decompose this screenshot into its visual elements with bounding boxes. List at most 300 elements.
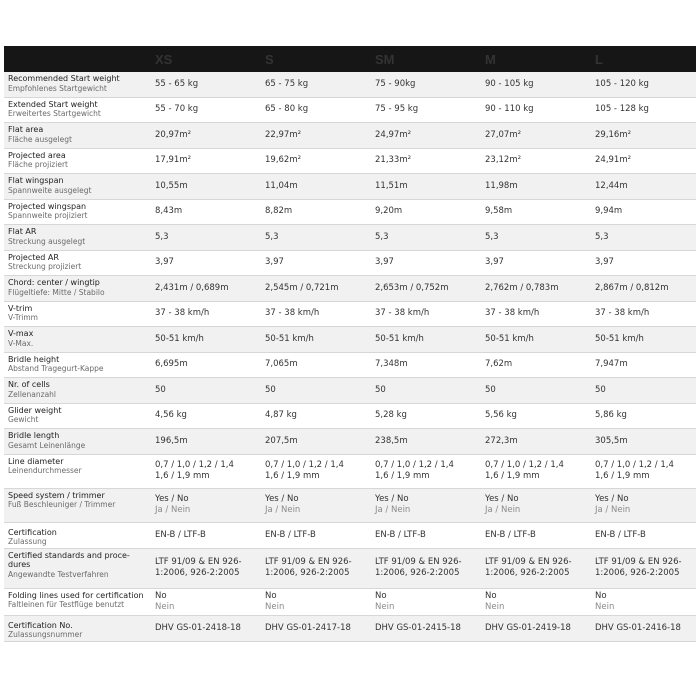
- row-label-de: Abstand Tragegurt-Kappe: [8, 364, 104, 373]
- row-label-en: Projected AR: [8, 252, 59, 262]
- cell-value: 105 - 120 kg: [595, 78, 649, 89]
- table-cell: [146, 327, 256, 352]
- table-row: [4, 378, 696, 404]
- table-cell: [586, 225, 696, 250]
- row-label: [4, 353, 146, 378]
- cell-value: 5,86 kg: [595, 410, 627, 421]
- cell-value: 207,5m: [265, 435, 298, 446]
- table-cell: [476, 489, 586, 522]
- cell-value-line2: 1,6 / 1,9 mm: [375, 471, 430, 481]
- row-label-en: Flat wingspan: [8, 176, 64, 185]
- cell-value: DHV GS-01-2419-18: [485, 622, 571, 633]
- table-cell: [476, 225, 586, 250]
- cell-value: DHV GS-01-2418-18: [155, 622, 241, 633]
- row-label-de: Faltleinen für Testflüge benutzt: [8, 600, 125, 609]
- table-cell: [146, 174, 256, 199]
- table-cell: [146, 549, 256, 588]
- cell-value: 50-51 km/h: [595, 333, 644, 344]
- table-cell: [146, 616, 256, 641]
- cell-value: 9,20m: [375, 206, 403, 217]
- row-label-de: Angewandte Testverfahren: [8, 569, 109, 579]
- cell-value: 4,87 kg: [265, 410, 297, 421]
- table-cell: [256, 429, 366, 454]
- table-cell: [256, 327, 366, 352]
- cell-value: 55 - 70 kg: [155, 104, 199, 115]
- cell-value: Yes / No: [595, 494, 629, 504]
- cell-value-line2: Nein: [155, 601, 175, 612]
- table-cell: [256, 276, 366, 301]
- cell-value: 50-51 km/h: [375, 333, 424, 344]
- table-cell: [256, 251, 366, 276]
- table-cell: [476, 72, 586, 97]
- cell-value: 50: [595, 384, 606, 395]
- table-cell: [256, 589, 366, 615]
- cell-value: 0,7 / 1,0 / 1,2 / 1,4: [155, 460, 234, 470]
- row-label-de: Leinendurchmesser: [8, 466, 82, 475]
- table-row: [4, 276, 696, 302]
- cell-value: 27,07m²: [485, 129, 522, 140]
- row-label: [4, 429, 146, 454]
- table-row: [4, 327, 696, 353]
- cell-value: 5,3: [595, 231, 609, 242]
- cell-value: 5,28 kg: [375, 410, 407, 421]
- table-row: [4, 429, 696, 455]
- row-label: [4, 174, 146, 199]
- cell-value: 5,56 kg: [485, 410, 517, 421]
- table-cell: [586, 353, 696, 378]
- row-label: [4, 149, 146, 174]
- table-cell: [256, 302, 366, 327]
- row-label: [4, 302, 146, 327]
- cell-value: 12,44m: [595, 180, 628, 191]
- row-label: [4, 455, 146, 488]
- row-label-en-cont: dures: [8, 560, 31, 569]
- cell-value: 305,5m: [595, 435, 628, 446]
- table-cell: [586, 276, 696, 301]
- table-cell: [146, 98, 256, 123]
- cell-value: 24,91m²: [595, 155, 632, 166]
- table-cell: [476, 251, 586, 276]
- cell-value: 5,3: [375, 231, 389, 242]
- table-cell: [366, 149, 476, 174]
- size-m: M: [485, 51, 496, 67]
- table-row: [4, 616, 696, 642]
- table-cell: [146, 353, 256, 378]
- cell-value: 2,762m / 0,783m: [485, 282, 559, 293]
- cell-value: DHV GS-01-2415-18: [375, 622, 461, 633]
- cell-value: 37 - 38 km/h: [485, 308, 540, 319]
- row-label-en: Projected area: [8, 150, 66, 160]
- row-label-de: Gewicht: [8, 415, 39, 424]
- table-cell: [256, 378, 366, 403]
- cell-value: 3,97: [595, 257, 614, 268]
- table-cell: [366, 489, 476, 522]
- row-label: [4, 225, 146, 250]
- table-cell: [256, 404, 366, 429]
- cell-value: 11,04m: [265, 180, 298, 191]
- cell-value-line2: 1:2006, 926-2:2005: [485, 568, 570, 578]
- cell-value-line2: 1,6 / 1,9 mm: [595, 471, 650, 481]
- table-cell: [586, 251, 696, 276]
- cell-value: LTF 91/09 & EN 926-: [375, 557, 462, 567]
- cell-value: Yes / No: [375, 494, 409, 504]
- table-cell: [146, 251, 256, 276]
- cell-value: 37 - 38 km/h: [375, 308, 430, 319]
- table-cell: [366, 72, 476, 97]
- table-cell: [476, 276, 586, 301]
- table-cell: [366, 616, 476, 641]
- row-label-de: Fuß Beschleuniger / Trimmer: [8, 500, 116, 509]
- table-cell: [476, 589, 586, 615]
- row-label-de: Zulassungsnummer: [8, 630, 83, 639]
- table-cell: [366, 276, 476, 301]
- cell-value: EN-B / LTF-B: [595, 529, 646, 540]
- table-cell: [146, 149, 256, 174]
- row-label: [4, 616, 146, 641]
- table-cell: [256, 72, 366, 97]
- table-cell: [586, 429, 696, 454]
- table-cell: [586, 200, 696, 225]
- cell-value: 65 - 80 kg: [265, 104, 309, 115]
- cell-value-line2: Nein: [485, 601, 505, 612]
- cell-value-line2: 1:2006, 926-2:2005: [265, 568, 350, 578]
- row-label-de: Fläche ausgelegt: [8, 134, 72, 144]
- cell-value: No: [485, 590, 497, 601]
- table-row: [4, 251, 696, 277]
- cell-value: 2,545m / 0,721m: [265, 282, 339, 293]
- spec-table: [4, 46, 696, 642]
- cell-value: 3,97: [155, 257, 174, 268]
- table-cell: [146, 523, 256, 548]
- row-label-en: Folding lines used for certification: [8, 590, 144, 600]
- table-row: [4, 404, 696, 430]
- table-cell: [586, 589, 696, 615]
- row-label-en: Certification No.: [8, 620, 73, 630]
- row-label: [4, 98, 146, 123]
- table-cell: [586, 455, 696, 488]
- row-label-de: Zellenanzahl: [8, 389, 57, 399]
- cell-value: No: [595, 590, 607, 601]
- row-label-en: Certification: [8, 527, 57, 537]
- cell-value: 21,33m²: [375, 155, 412, 166]
- table-row: [4, 123, 696, 149]
- row-label-en: V-max: [8, 329, 34, 338]
- table-body: [4, 72, 696, 642]
- cell-value: 3,97: [485, 257, 504, 268]
- cell-value: 29,16m²: [595, 129, 632, 140]
- table-cell: [366, 200, 476, 225]
- row-label-de: Spannweite ausgelegt: [8, 185, 92, 195]
- table-cell: [366, 327, 476, 352]
- cell-value: 75 - 95 kg: [375, 104, 419, 115]
- cell-value: 2,431m / 0,689m: [155, 282, 229, 293]
- cell-value: 24,97m²: [375, 129, 412, 140]
- table-cell: [256, 174, 366, 199]
- row-label: [4, 123, 146, 148]
- cell-value: 37 - 38 km/h: [595, 308, 650, 319]
- cell-value: 5,3: [485, 231, 499, 242]
- cell-value: Yes / No: [265, 494, 299, 504]
- table-cell: [476, 302, 586, 327]
- size-l: L: [595, 51, 603, 67]
- table-cell: [586, 327, 696, 352]
- table-cell: [586, 123, 696, 148]
- table-row: [4, 200, 696, 226]
- table-cell: [366, 225, 476, 250]
- table-cell: [476, 174, 586, 199]
- cell-value: 50-51 km/h: [265, 333, 314, 344]
- table-row: [4, 98, 696, 124]
- row-label: [4, 549, 146, 588]
- table-cell: [366, 302, 476, 327]
- size-s: S: [265, 51, 274, 67]
- table-cell: [256, 149, 366, 174]
- table-cell: [586, 98, 696, 123]
- cell-value: 0,7 / 1,0 / 1,2 / 1,4: [265, 460, 344, 470]
- table-cell: [586, 489, 696, 522]
- cell-value-line2: 1,6 / 1,9 mm: [155, 471, 210, 481]
- cell-value-line2: Ja / Nein: [485, 505, 521, 515]
- table-cell: [146, 378, 256, 403]
- row-label: [4, 489, 146, 522]
- table-row: [4, 523, 696, 549]
- cell-value: DHV GS-01-2417-18: [265, 622, 351, 633]
- row-label: [4, 251, 146, 276]
- table-cell: [366, 123, 476, 148]
- table-cell: [586, 149, 696, 174]
- cell-value: 105 - 128 kg: [595, 104, 649, 115]
- table-cell: [146, 225, 256, 250]
- cell-value: 50-51 km/h: [485, 333, 534, 344]
- cell-value: EN-B / LTF-B: [155, 529, 206, 540]
- table-cell: [366, 523, 476, 548]
- table-cell: [146, 123, 256, 148]
- cell-value: EN-B / LTF-B: [375, 529, 426, 540]
- cell-value: 196,5m: [155, 435, 188, 446]
- cell-value: 90 - 110 kg: [485, 104, 534, 115]
- table-row: [4, 489, 696, 523]
- table-cell: [146, 455, 256, 488]
- row-label-de: V-Trimm: [8, 313, 38, 322]
- table-row: [4, 353, 696, 379]
- row-label-de: Fläche projiziert: [8, 160, 68, 169]
- table-cell: [366, 251, 476, 276]
- table-cell: [256, 123, 366, 148]
- cell-value: 5,3: [265, 231, 279, 242]
- cell-value: 7,62m: [485, 359, 513, 370]
- table-cell: [476, 378, 586, 403]
- table-cell: [476, 149, 586, 174]
- table-cell: [586, 616, 696, 641]
- header-blank: [4, 58, 146, 60]
- row-label-en: Nr. of cells: [8, 380, 50, 389]
- table-cell: [366, 549, 476, 588]
- table-cell: [146, 200, 256, 225]
- table-row: [4, 174, 696, 200]
- cell-value: 8,43m: [155, 206, 183, 217]
- table-cell: [586, 523, 696, 548]
- table-cell: [586, 174, 696, 199]
- table-cell: [146, 72, 256, 97]
- cell-value: 5,3: [155, 231, 169, 242]
- row-label-de: Streckung ausgelegt: [8, 236, 86, 246]
- table-cell: [146, 276, 256, 301]
- row-label: [4, 200, 146, 225]
- table-cell: [256, 523, 366, 548]
- table-cell: [476, 404, 586, 429]
- table-cell: [366, 174, 476, 199]
- table-cell: [146, 404, 256, 429]
- cell-value: 50: [485, 384, 496, 395]
- cell-value-line2: 1:2006, 926-2:2005: [595, 568, 680, 578]
- row-label-de: Flügeltiefe: Mitte / Stabilo: [8, 287, 105, 297]
- table-cell: [586, 378, 696, 403]
- table-cell: [146, 489, 256, 522]
- row-label-en: Extended Start weight: [8, 99, 98, 109]
- row-label: [4, 72, 146, 97]
- table-cell: [476, 523, 586, 548]
- row-label-en: Line diameter: [8, 456, 64, 466]
- table-row: [4, 549, 696, 589]
- cell-value: DHV GS-01-2416-18: [595, 622, 681, 633]
- cell-value: LTF 91/09 & EN 926-: [595, 557, 682, 567]
- table-cell: [586, 72, 696, 97]
- row-label-en: Bridle length: [8, 431, 60, 440]
- cell-value: EN-B / LTF-B: [485, 529, 536, 540]
- row-label-de: Erweitertes Startgewicht: [8, 109, 101, 118]
- row-label-de: Zulassung: [8, 537, 47, 546]
- table-cell: [256, 616, 366, 641]
- cell-value-line2: Ja / Nein: [265, 505, 301, 515]
- table-cell: [586, 404, 696, 429]
- row-label-de: Gesamt Leinenlänge: [8, 440, 86, 450]
- cell-value-line2: 1,6 / 1,9 mm: [265, 471, 320, 481]
- size-sm: SM: [375, 51, 395, 67]
- cell-value: LTF 91/09 & EN 926-: [265, 557, 352, 567]
- table-cell: [476, 123, 586, 148]
- cell-value: 10,55m: [155, 180, 188, 191]
- row-label-en: Glider weight: [8, 405, 62, 415]
- row-label-en: V-trim: [8, 303, 33, 313]
- table-cell: [146, 302, 256, 327]
- table-cell: [146, 589, 256, 615]
- row-label-en: Certified standards and proce-: [8, 550, 130, 560]
- row-label-en: Speed system / trimmer: [8, 490, 105, 500]
- table-row: [4, 72, 696, 98]
- row-label: [4, 589, 146, 615]
- table-cell: [476, 353, 586, 378]
- cell-value: Yes / No: [155, 494, 189, 504]
- cell-value: 7,348m: [375, 359, 408, 370]
- table-cell: [366, 98, 476, 123]
- cell-value-line2: Nein: [265, 601, 285, 612]
- table-cell: [476, 455, 586, 488]
- row-label-en: Flat area: [8, 125, 44, 134]
- table-cell: [476, 200, 586, 225]
- table-cell: [366, 378, 476, 403]
- cell-value: No: [375, 590, 387, 601]
- cell-value-line2: Nein: [595, 601, 615, 612]
- row-label-de: Streckung projiziert: [8, 262, 82, 271]
- table-cell: [476, 616, 586, 641]
- table-cell: [256, 489, 366, 522]
- table-cell: [366, 589, 476, 615]
- table-cell: [586, 549, 696, 588]
- cell-value: 50-51 km/h: [155, 333, 204, 344]
- cell-value: 238,5m: [375, 435, 408, 446]
- cell-value: 22,97m²: [265, 129, 302, 140]
- table-cell: [146, 429, 256, 454]
- cell-value: EN-B / LTF-B: [265, 529, 316, 540]
- table-cell: [476, 327, 586, 352]
- row-label-de: Spannweite projiziert: [8, 211, 88, 220]
- cell-value: 11,51m: [375, 180, 408, 191]
- row-label: [4, 276, 146, 301]
- table-cell: [256, 200, 366, 225]
- cell-value: 55 - 65 kg: [155, 78, 199, 89]
- cell-value-line2: Ja / Nein: [375, 505, 411, 515]
- cell-value: 0,7 / 1,0 / 1,2 / 1,4: [595, 460, 674, 470]
- cell-value: 0,7 / 1,0 / 1,2 / 1,4: [485, 460, 564, 470]
- cell-value: 37 - 38 km/h: [265, 308, 320, 319]
- cell-value: 90 - 105 kg: [485, 78, 534, 89]
- cell-value: 8,82m: [265, 206, 293, 217]
- cell-value: 2,867m / 0,812m: [595, 282, 669, 293]
- row-label: [4, 523, 146, 548]
- row-label-de: Empfohlenes Startgewicht: [8, 83, 107, 93]
- table-row: [4, 225, 696, 251]
- table-row: [4, 455, 696, 489]
- table-cell: [586, 302, 696, 327]
- cell-value: Yes / No: [485, 494, 519, 504]
- cell-value: 7,947m: [595, 359, 628, 370]
- size-xs: XS: [155, 51, 173, 67]
- cell-value: 7,065m: [265, 359, 298, 370]
- cell-value: 75 - 90kg: [375, 78, 416, 89]
- row-label-en: Chord: center / wingtip: [8, 278, 100, 287]
- table-cell: [366, 353, 476, 378]
- cell-value-line2: Ja / Nein: [595, 505, 631, 515]
- cell-value: No: [155, 590, 167, 601]
- table-row: [4, 589, 696, 616]
- table-cell: [476, 98, 586, 123]
- row-label: [4, 327, 146, 352]
- cell-value-line2: 1,6 / 1,9 mm: [485, 471, 540, 481]
- cell-value: 9,94m: [595, 206, 623, 217]
- cell-value: 65 - 75 kg: [265, 78, 309, 89]
- cell-value: 0,7 / 1,0 / 1,2 / 1,4: [375, 460, 454, 470]
- cell-value-line2: Nein: [375, 601, 395, 612]
- table-header: [4, 46, 696, 72]
- cell-value: LTF 91/09 & EN 926-: [155, 557, 242, 567]
- cell-value: 3,97: [265, 257, 284, 268]
- cell-value-line2: 1:2006, 926-2:2005: [375, 568, 460, 578]
- cell-value: 2,653m / 0,752m: [375, 282, 449, 293]
- cell-value: 17,91m²: [155, 155, 192, 166]
- table-cell: [366, 429, 476, 454]
- table-cell: [476, 549, 586, 588]
- cell-value: 50: [155, 384, 166, 395]
- cell-value: No: [265, 590, 277, 601]
- row-label-en: Projected wingspan: [8, 201, 87, 211]
- cell-value-line2: Ja / Nein: [155, 505, 191, 515]
- cell-value: 19,62m²: [265, 155, 302, 166]
- cell-value: 50: [265, 384, 276, 395]
- cell-value-line2: 1:2006, 926-2:2005: [155, 568, 240, 578]
- cell-value: 20,97m²: [155, 129, 192, 140]
- cell-value: 23,12m²: [485, 155, 522, 166]
- cell-value: 9,58m: [485, 206, 513, 217]
